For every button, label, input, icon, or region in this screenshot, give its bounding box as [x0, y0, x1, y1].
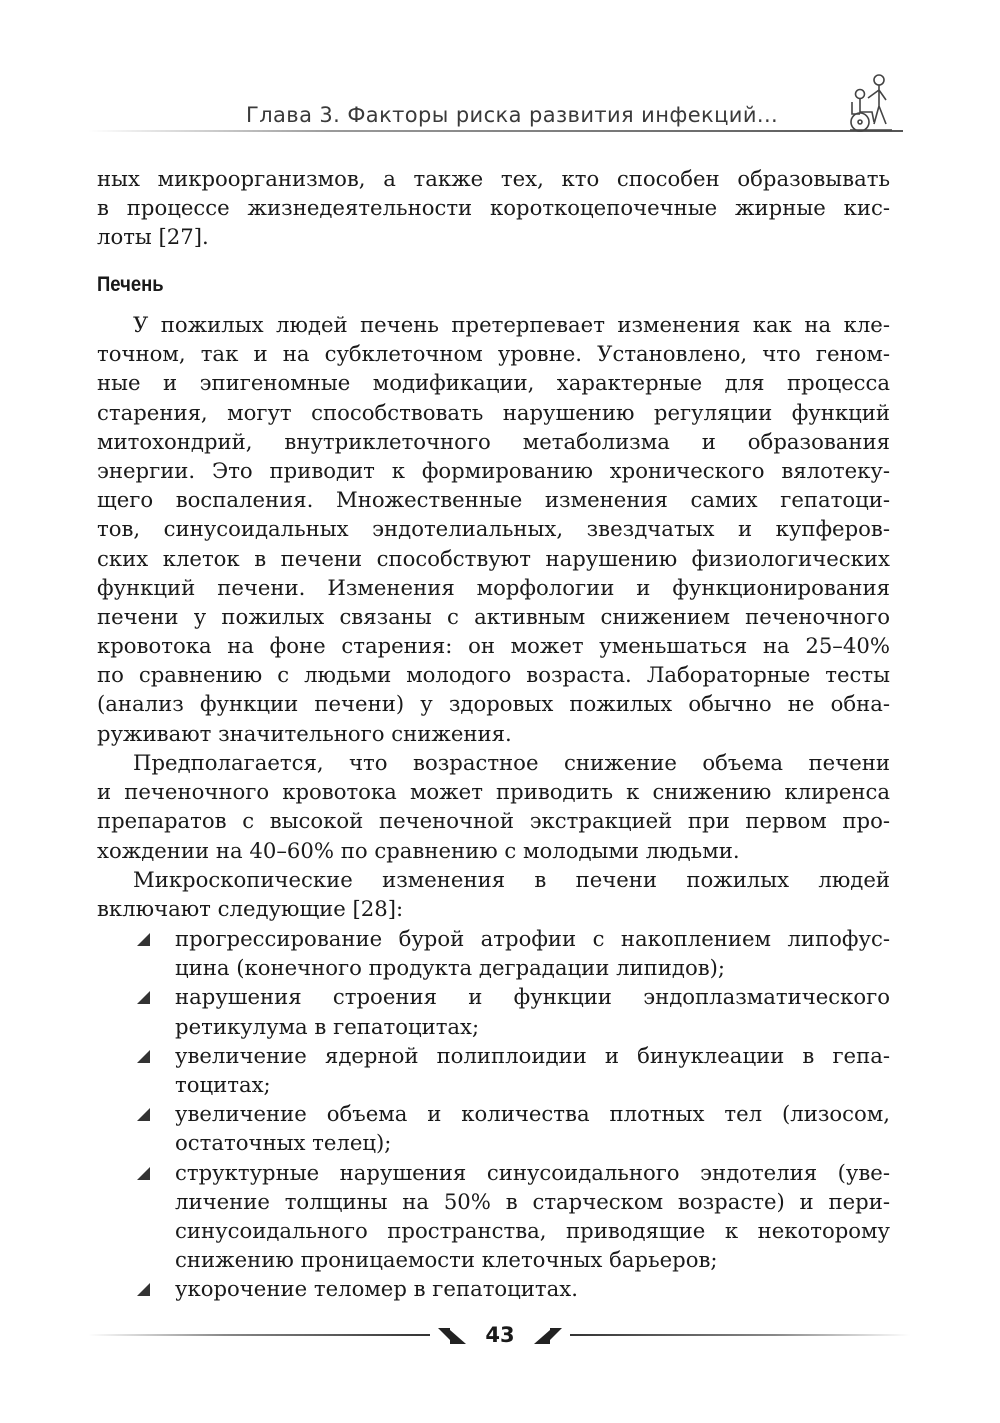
running-header-title: Глава 3. Факторы риска развития инфекций...	[246, 103, 779, 127]
text-line: синусоидального пространства, приводящие к некоторому	[175, 1217, 890, 1243]
text-line: старения, могут способствовать нарушению регуляции функций	[97, 399, 890, 425]
text-line: ные и эпигеномные модификации, характерные для процесса	[97, 370, 890, 396]
paragraph-microscopic	[97, 865, 890, 923]
text-line: щего воспаления. Множественные изменения самих гепатоци-	[97, 487, 890, 513]
footer-rule-right	[570, 1334, 910, 1336]
triangle-bullet-icon	[137, 1283, 151, 1297]
text-line: энергии. Это приводит к формированию хронического вялотеку-	[97, 457, 890, 483]
text-line: лоты [27].	[97, 224, 209, 250]
text-line: увеличение ядерной полиплоидии и бинуклеации в гепа-	[175, 1042, 890, 1068]
text-line: препаратов с высокой печеночной экстракцией при первом про-	[97, 808, 890, 834]
header-rule	[88, 130, 903, 132]
caregiver-wheelchair-icon	[846, 72, 896, 134]
text-line: личение толщины на 50% в старческом возрасте) и пери-	[175, 1188, 890, 1214]
triangle-bullet-icon	[137, 933, 151, 947]
text-line: по сравнению с людьми молодого возраста. Лабораторные тесты	[97, 662, 890, 688]
intro-paragraph	[97, 164, 890, 252]
text-line: ретикулума в гепатоцитах;	[175, 1013, 480, 1039]
list-item	[97, 924, 890, 982]
text-line: цина (конечного продукта деградации липидов);	[175, 955, 726, 981]
text-line: увеличение объема и количества плотных тел (лизосом,	[175, 1101, 890, 1127]
text-line: укорочение теломер в гепатоцитах.	[175, 1276, 578, 1302]
text-line: печени у пожилых связаны с активным снижением печеночного	[97, 603, 890, 629]
paragraph-clearance	[97, 748, 890, 865]
triangle-bullet-icon	[137, 1167, 151, 1181]
text-line: Предполагается, что возрастное снижение объема печени	[133, 750, 890, 775]
text-line: тов, синусоидальных эндотелиальных, звездчатых и купферов-	[97, 516, 890, 542]
text-line: в процессе жизнедеятельности короткоцепочечные жирные кис-	[97, 195, 890, 221]
triangle-bullet-icon	[137, 991, 151, 1005]
text-line: кровотока на фоне старения: он может уменьшаться на 25–40%	[97, 633, 890, 659]
list-item	[97, 1041, 890, 1099]
section-heading: Печень	[97, 273, 164, 296]
text-line: Микроскопические изменения в печени пожилых людей	[133, 867, 890, 892]
text-line: функций печени. Изменения морфологии и функционирования	[97, 574, 890, 600]
text-line: митохондрий, внутриклеточного метаболизма и образования	[97, 428, 890, 454]
text-line: руживают значительного снижения.	[97, 720, 512, 746]
text-line: снижению проницаемости клеточных барьеров;	[175, 1247, 718, 1273]
triangle-bullet-icon	[137, 1050, 151, 1064]
text-line: (анализ функции печени) у здоровых пожилых обычно не обна-	[97, 691, 890, 717]
list-item	[97, 1158, 890, 1275]
text-line: точном, так и на субклеточном уровне. Установлено, что геном-	[97, 341, 890, 367]
corner-ornament-icon	[436, 1324, 468, 1346]
text-line: остаточных телец);	[175, 1130, 392, 1156]
text-line: ских клеток в печени способствуют нарушению физиологических	[97, 545, 890, 571]
triangle-bullet-icon	[137, 1108, 151, 1122]
text-line: нарушения строения и функции эндоплазматического	[175, 984, 890, 1010]
footer-rule-left	[88, 1334, 430, 1336]
text-line: прогрессирование бурой атрофии с накоплением липофус-	[175, 926, 890, 951]
text-line: хождении на 40–60% по сравнению с молодыми людьми.	[97, 837, 740, 863]
text-line: и печеночного кровотока может приводить к снижению клиренса	[97, 779, 890, 805]
text-line: включают следующие [28]:	[97, 896, 404, 922]
paragraph-liver-changes	[97, 310, 890, 748]
list-item	[97, 1274, 890, 1303]
text-line: тоцитах;	[175, 1071, 271, 1097]
text-line: У пожилых людей печень претерпевает изменения как на кле-	[133, 312, 890, 337]
microscopic-changes-list	[97, 924, 890, 1303]
list-item	[97, 982, 890, 1040]
list-item	[97, 1099, 890, 1157]
corner-ornament-icon	[532, 1324, 564, 1346]
page-number: 43	[485, 1323, 515, 1347]
text-line: структурные нарушения синусоидального эндотелия (уве-	[175, 1159, 890, 1185]
text-line: ных микроорганизмов, а также тех, кто способен образовывать	[97, 166, 890, 191]
